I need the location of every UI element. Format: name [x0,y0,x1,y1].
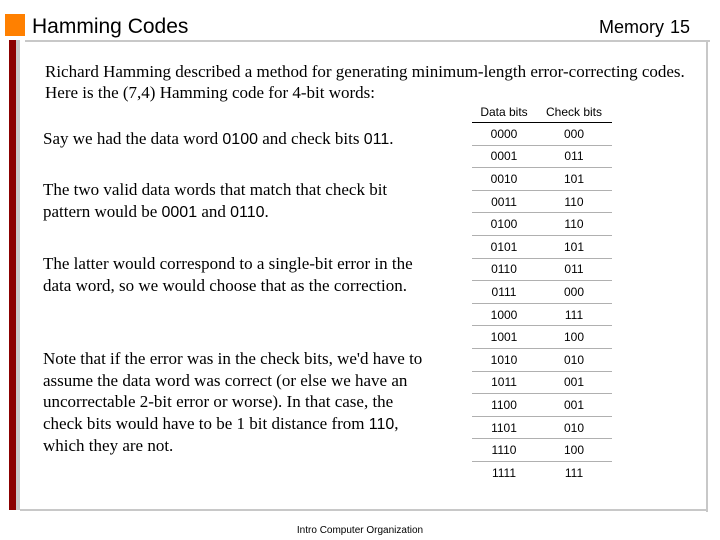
data-bits-cell: 1101 [472,416,536,439]
paragraph-valid-words [43,179,433,223]
check-bits-cell: 101 [536,168,612,191]
header-check-bits: Check bits [536,102,612,123]
table-row [472,303,612,326]
header-data-bits: Data bits [472,102,536,123]
data-bits-cell: 1010 [472,348,536,371]
top-divider [25,40,710,42]
table-row [472,416,612,439]
table-row [472,145,612,168]
data-bits-cell: 1110 [472,439,536,462]
right-divider [706,40,708,512]
check-bits-cell: 110 [536,190,612,213]
p1-text-e: . [389,129,394,148]
check-bits-cell: 011 [536,258,612,281]
slide-title: Hamming Codes [32,15,189,38]
p4-text-a: Note that if the error was in the check bits, we'd have to assume the data word was correct (or else we have an uncorrectable 2-bit error or worse). In that case, the check bits would have to be 1 bit distance from [43,349,423,433]
data-bits-cell: 0011 [472,190,536,213]
data-bits-cell: 1100 [472,394,536,417]
data-bits-cell: 1001 [472,326,536,349]
data-bits-cell: 0101 [472,235,536,258]
check-bits-cell: 001 [536,371,612,394]
table-row [472,461,612,483]
table-row [472,213,612,236]
check-bits-cell: 001 [536,394,612,417]
paragraph-correction: The latter would correspond to a single-bit error in the data word, so we would choose that as the correction. [43,254,413,295]
p1-text-c: and check bits [257,129,364,148]
section-label: Memory [598,17,664,37]
data-bits-cell: 0001 [472,145,536,168]
check-bits-cell: 011 [536,145,612,168]
title-accent-square [5,14,25,36]
check-bits-cell: 000 [536,281,612,304]
check-bits-cell: 110 [536,213,612,236]
check-bits-cell: 000 [563,126,585,141]
slide-header-right [599,15,690,39]
p1-check-bits: 011 [363,131,390,148]
intro-text: Richard Hamming described a method for generating minimum-length error-correcting codes. Here is the (7,4) Hamming code for 4-bit words: [45,62,685,102]
check-bits-cell: 010 [536,348,612,371]
data-bits-cell: 0100 [472,213,536,236]
table-row [472,168,612,191]
p1-data-word: 0100 [222,131,258,148]
p4-check-bits: 110 [368,415,395,433]
footer-text: Intro Computer Organization [296,525,424,536]
data-bits-cell: 1000 [472,303,536,326]
table-row [472,258,612,281]
check-bits-cell: 100 [536,439,612,462]
check-bits-cell: 100 [536,326,612,349]
check-bits-cell: 010 [536,416,612,439]
table-header-row [472,102,612,123]
p2-text-c: and [197,201,231,221]
table-row [472,123,612,146]
p4-text-c: , which they are not. [43,413,399,455]
slide-number: 15 [669,17,690,37]
table-row [472,348,612,371]
data-bits-cell: 0000 [490,126,518,141]
table-row [472,394,612,417]
p2-word-1: 0001 [161,203,198,221]
table-row [472,439,612,462]
check-bits-cell: 111 [536,461,612,483]
table-row [472,190,612,213]
p2-text-e: . [264,201,269,221]
left-shadow-bar [16,40,20,510]
paragraph-check-bit-error [43,348,433,457]
data-bits-cell: 0110 [472,258,536,281]
table-row [472,235,612,258]
table-row [472,371,612,394]
data-bits-cell: 1111 [472,461,536,483]
data-bits-cell: 0010 [472,168,536,191]
check-bits-cell: 101 [536,235,612,258]
paragraph-data-word [43,128,433,151]
check-bits-cell: 111 [536,303,612,326]
table-row [472,281,612,304]
table-row [472,326,612,349]
p2-text-a: The two valid data words that match that check bit pattern would be [43,180,388,221]
data-bits-cell: 1011 [472,371,536,394]
hamming-code-table [472,102,612,484]
bottom-divider [20,509,708,511]
p1-text-a: Say we had the data word [43,129,223,148]
p2-word-2: 0110 [230,203,265,221]
data-bits-cell: 0111 [472,281,536,304]
left-accent-bar [9,40,16,510]
